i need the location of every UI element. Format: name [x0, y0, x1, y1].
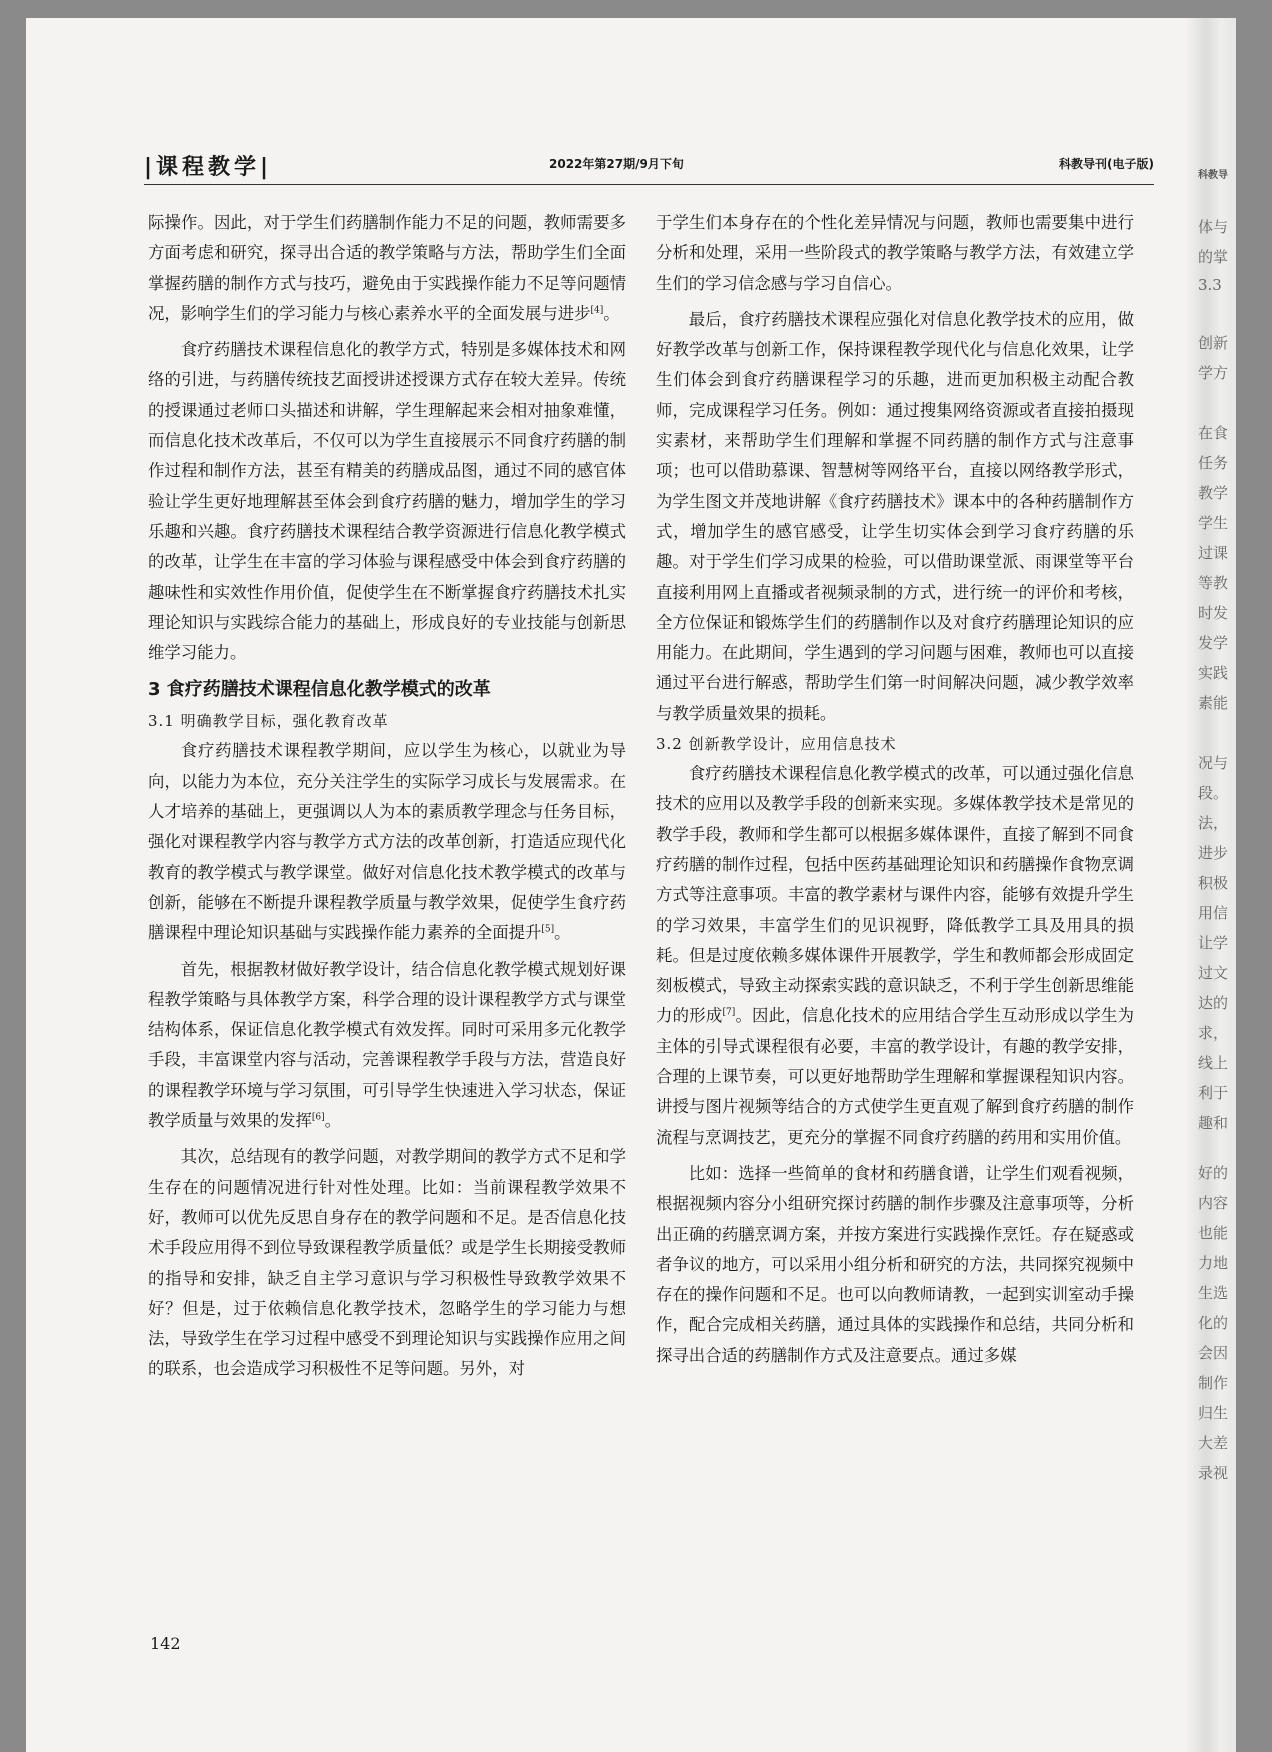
- next-page-fragment: 在食: [1198, 424, 1229, 442]
- section-heading: 3 食疗药膳技术课程信息化教学模式的改革: [148, 679, 491, 701]
- paragraph: 最后，食疗药膳技术课程应强化对信息化教学技术的应用，做好教学改革与创新工作，保持课程教学现代化与信息化效果，让学生们体会到食疗药膳课程学习的乐趣，进而更加积极主动配合教师，完成课程学习任务。例如：通过搜集网络资源或者直接拍摄现实素材，来帮助学生们理解和掌握不同药膳的制作方式与注意事项；也可以借助慕课、智慧树等网络平台，直接以网络教学形式，为学生图文并茂地讲解《食疗药膳技术》课本中的各种药膳制作方式，增加学生的感官感受，让学生切实体会到学习食疗药膳的乐趣。对于学生们学习成果的检验，可以借助课堂派、雨课堂等平台直接利用网上直播或者视频录制的方式，进行统一的评价和考核，全方位保证和锻炼学生们的药膳制作以及对食疗药膳理论知识的应用能力。在此期间，学生遇到的学习问题与困难，教师也可以直接通过平台进行解惑，帮助学生们第一时间解决问题，减少教学效率与教学质量效果的损耗。: [656, 309, 1134, 723]
- next-page-fragment: 让学: [1198, 934, 1229, 952]
- next-page-fragment: 化的: [1198, 1314, 1229, 1332]
- next-page-fragment: 大差: [1198, 1434, 1229, 1452]
- next-page-fragment: 线上: [1198, 1054, 1229, 1072]
- next-page-fragment: 教学: [1198, 484, 1229, 502]
- next-page-fragment: 趣和: [1198, 1114, 1229, 1132]
- next-page-fragment: 也能: [1198, 1224, 1229, 1242]
- page-number: 142: [150, 1634, 181, 1653]
- paragraph: 其次，总结现有的教学问题，对教学期间的教学方式不足和学生存在的问题情况进行针对性处理。比如：当前课程教学效果不好，教师可以优先反思自身存在的教学问题和不足。是否信息化技术手段应用得不到位导致课程教学质量低？或是学生长期接受教师的指导和安排，缺乏自主学习意识与学习积极性导致教学效果不好？但是，过于依赖信息化教学技术，忽略学生的学习能力与想法，导致学生在学习过程中感受不到理论知识与实践操作应用之间的联系，也会造成学习积极性不足等问题。另外，对: [148, 1147, 626, 1379]
- paragraph: 际操作。因此，对于学生们药膳制作能力不足的问题，教师需要多方面考虑和研究，探寻出合适的教学策略与方法，帮助学生们全面掌握药膳的制作方式与技巧，避免由于实践操作能力不足等问题情况，影响学生们的学习能力与核心素养水平的全面发展与进步[4]。: [148, 213, 626, 323]
- next-page-fragment: 况与: [1198, 754, 1229, 772]
- next-page-fragment: 过课: [1198, 544, 1229, 562]
- next-page-fragment: 段。: [1198, 784, 1229, 802]
- citation: [5]: [541, 924, 555, 935]
- next-page-fragment: 会因: [1198, 1344, 1229, 1362]
- next-page-fragment: 学生: [1198, 514, 1229, 532]
- left-column: [148, 208, 626, 1385]
- next-page-fragment: 实践: [1198, 664, 1229, 682]
- next-page-running-head: 科教导: [1198, 170, 1228, 181]
- header-rule: [144, 184, 1154, 185]
- paragraph: 于学生们本身存在的个性化差异情况与问题，教师也需要集中进行分析和处理，采用一些阶段式的教学策略与教学方法，有效建立学生们的学习信念感与学习自信心。: [656, 213, 1134, 293]
- next-page-fragment: 进步: [1198, 844, 1229, 862]
- citation: [6]: [311, 1112, 325, 1123]
- next-page-fragment: 任务: [1198, 454, 1229, 472]
- next-page-fragment: 时发: [1198, 604, 1229, 622]
- next-page-fragment: 内容: [1198, 1194, 1229, 1212]
- next-page-fragment: 好的: [1198, 1164, 1229, 1182]
- subsection-heading: 3.1 明确教学目标，强化教育改革: [148, 712, 389, 731]
- next-page-fragment: 积极: [1198, 874, 1229, 892]
- running-header: [144, 150, 1154, 190]
- right-column: [656, 208, 1134, 1371]
- next-page-fragment: 过文: [1198, 964, 1229, 982]
- citation: [4]: [590, 305, 604, 316]
- paragraph: 食疗药膳技术课程信息化教学模式的改革，可以通过强化信息技术的应用以及教学手段的创新来实现。多媒体教学技术是常见的教学手段，教师和学生都可以根据多媒体课件，直接了解到不同食疗药膳的制作过程，包括中医药基础理论知识和药膳操作食物烹调方式等注意事项。丰富的教学素材与课件内容，能够有效提升学生的学习效果，丰富学生们的见识视野，降低教学工具及用具的损耗。但是过度依赖多媒体课件开展教学，学生和教师都会形成固定刻板模式，导致主动探索实践的意识缺乏，不利于学生创新思维能力的形成[7]。因此，信息化技术的应用结合学生互动形成以学生为主体的引导式课程很有必要，丰富的教学设计，有趣的教学安排，合理的上课节奏，可以更好地帮助学生理解和掌握课程知识内容。讲授与图片视频等结合的方式使学生更直观了解到食疗药膳的制作流程与烹调技艺，更充分的掌握不同食疗药膳的药用和实用价值。: [656, 764, 1135, 1147]
- next-page-fragment: 生选: [1198, 1284, 1229, 1302]
- paragraph: 首先，根据教材做好教学设计，结合信息化教学模式规划好课程教学策略与具体教学方案，科学合理的设计课程教学方式与课堂结构体系，保证信息化教学模式有效发挥。同时可采用多元化教学手段，丰富课堂内容与活动，完善课程教学手段与方法，营造良好的课程教学环境与学习氛围，可引导学生快速进入学习状态，保证教学质量与效果的发挥[6]。: [148, 959, 626, 1131]
- paper-page: [26, 18, 1236, 1752]
- next-page-fragment: 创新: [1198, 334, 1229, 352]
- next-page-fragment: 法，: [1198, 814, 1229, 832]
- next-page-fragment: 用信: [1198, 904, 1229, 922]
- next-page-fragment: 录视: [1198, 1464, 1229, 1482]
- journal-name: 科教导刊(电子版): [1059, 157, 1154, 171]
- next-page-fragment: 力地: [1198, 1254, 1229, 1272]
- next-page-fragment: 发学: [1198, 634, 1229, 652]
- citation: [7]: [722, 1007, 736, 1018]
- next-page-fragment: 利于: [1198, 1084, 1229, 1102]
- next-page-fragment: 的掌: [1198, 248, 1229, 266]
- next-page-fragment: 求，: [1198, 1024, 1229, 1042]
- next-page-fragment: 3.3: [1198, 276, 1222, 294]
- paragraph: 比如：选择一些简单的食材和药膳食谱，让学生们观看视频，根据视频内容分小组研究探讨药膳的制作步骤及注意事项等，分析出正确的药膳烹调方案，并按方案进行实践操作烹饪。存在疑惑或者争议的地方，可以采用小组分析和研究的方法，共同探究视频中存在的操作问题和不足。也可以向教师请教，一起到实训室动手操作，配合完成相关药膳，通过具体的实践操作和总结，共同分析和探寻出合适的药膳制作方式及注意要点。通过多媒: [656, 1163, 1134, 1365]
- paragraph: 食疗药膳技术课程信息化的教学方式，特别是多媒体技术和网络的引进，与药膳传统技艺面授讲述授课方式存在较大差异。传统的授课通过老师口头描述和讲解，学生理解起来会相对抽象难懂，而信息化技术改革后，不仅可以为学生直接展示不同食疗药膳的制作过程和制作方法，甚至有精美的药膳成品图，通过不同的感官体验让学生更好地理解甚至体会到食疗药膳的魅力，增加学生的学习乐趣和兴趣。食疗药膳技术课程结合教学资源进行信息化教学模式的改革，让学生在丰富的学习体验与课程感受中体会到食疗药膳的趣味性和实效性作用价值，促使学生在不断掌握食疗药膳技术扎实理论知识与实践综合能力的基础上，形成良好的专业技能与创新思维学习能力。: [148, 340, 626, 663]
- paragraph: 食疗药膳技术课程教学期间，应以学生为核心，以就业为导向，以能力为本位，充分关注学生的实际学习成长与发展需求。在人才培养的基础上，更强调以人为本的素质教学理念与任务目标，强化对课程教学内容与教学方式方法的改革创新，打造适应现代化教育的教学模式与教学课堂。做好对信息化技术教学模式的改革与创新，能够在不断提升课程教学质量与教学效果，促使学生食疗药膳课程中理论知识基础与实践操作能力素养的全面提升[5]。: [148, 741, 626, 943]
- subsection-heading: 3.2 创新教学设计，应用信息技术: [656, 735, 897, 754]
- next-page-fragment: 素能: [1198, 694, 1229, 712]
- next-page-edge: [1186, 18, 1236, 1752]
- next-page-fragment: 制作: [1198, 1374, 1229, 1392]
- next-page-fragment: 达的: [1198, 994, 1229, 1012]
- section-label: |课程教学|: [144, 155, 273, 180]
- next-page-fragment: 等教: [1198, 574, 1229, 592]
- next-page-fragment: 归生: [1198, 1404, 1229, 1422]
- issue-label: 2022年第27期/9月下旬: [549, 157, 684, 171]
- next-page-fragment: 体与: [1198, 218, 1229, 236]
- next-page-fragment: 学方: [1198, 364, 1229, 382]
